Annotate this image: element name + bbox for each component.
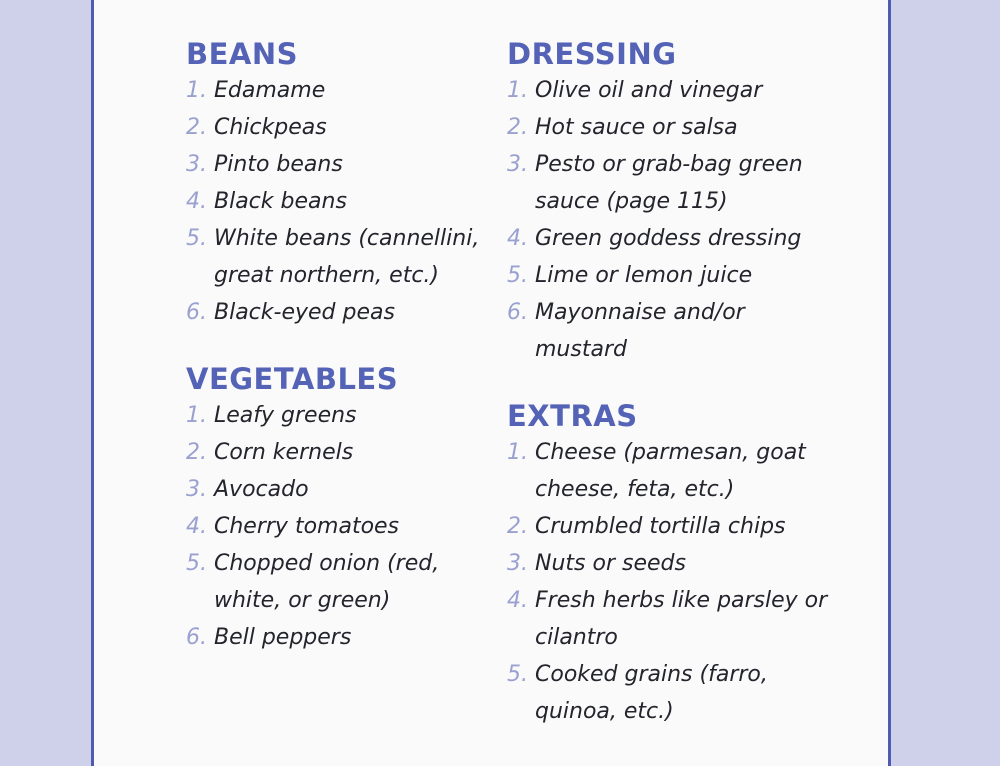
list-item (186, 619, 506, 656)
item-text: Black beans (214, 189, 347, 214)
item-number: 5. (507, 662, 528, 687)
item-number: 6. (507, 300, 528, 325)
list-item (507, 109, 837, 146)
item-number: 3. (186, 152, 207, 177)
section-heading: DRESSING (507, 37, 677, 71)
item-list (507, 434, 837, 730)
item-number: 1. (507, 78, 528, 103)
item-text: Crumbled tortilla chips (535, 514, 786, 539)
list-item (186, 146, 506, 183)
list-item (507, 545, 837, 582)
item-text: Fresh herbs like parsley or cilantro (535, 588, 828, 650)
item-text: Cooked grains (farro, quinoa, etc.) (535, 662, 768, 724)
item-number: 1. (186, 78, 207, 103)
item-number: 1. (507, 440, 528, 465)
list-item (507, 508, 837, 545)
item-text: Bell peppers (214, 625, 352, 650)
item-text: Nuts or seeds (535, 551, 686, 576)
item-list (186, 72, 506, 331)
list-item (186, 471, 506, 508)
item-number: 5. (186, 551, 207, 576)
item-text: Green goddess dressing (535, 226, 802, 251)
item-number: 6. (186, 625, 207, 650)
item-number: 6. (186, 300, 207, 325)
item-text: White beans (cannellini, great northern, etc.) (214, 226, 480, 288)
section-heading: EXTRAS (507, 399, 638, 433)
list-item (507, 656, 837, 730)
item-number: 4. (186, 514, 207, 539)
section-heading: VEGETABLES (186, 362, 399, 396)
item-list (186, 397, 506, 656)
list-item (186, 220, 506, 294)
item-number: 1. (186, 403, 207, 428)
item-number: 2. (186, 440, 207, 465)
item-text: Corn kernels (214, 440, 354, 465)
item-text: Edamame (214, 78, 326, 103)
right-column (507, 0, 837, 724)
item-text: Chickpeas (214, 115, 327, 140)
item-text: Pinto beans (214, 152, 343, 177)
item-list (507, 72, 837, 368)
item-text: Lime or lemon juice (535, 263, 753, 288)
list-item (507, 582, 837, 656)
section-heading: BEANS (186, 37, 299, 71)
section-beans (186, 36, 506, 331)
section-extras (507, 398, 837, 730)
item-number: 5. (186, 226, 207, 251)
list-item (507, 72, 837, 109)
section-dressing (507, 36, 837, 368)
item-number: 3. (186, 477, 207, 502)
list-item (186, 434, 506, 471)
list-item (186, 72, 506, 109)
item-text: Avocado (214, 477, 309, 502)
item-text: Leafy greens (214, 403, 357, 428)
item-text: Pesto or grab-bag green sauce (page 115) (535, 152, 803, 214)
document-page (91, 0, 891, 766)
item-number: 2. (507, 514, 528, 539)
list-item (507, 146, 837, 220)
item-number: 2. (186, 115, 207, 140)
item-number: 4. (507, 226, 528, 251)
list-item (507, 220, 837, 257)
item-text: Cheese (parmesan, goat cheese, feta, etc.) (535, 440, 806, 502)
item-number: 2. (507, 115, 528, 140)
item-number: 3. (507, 152, 528, 177)
item-number: 3. (507, 551, 528, 576)
item-text: Olive oil and vinegar (535, 78, 763, 103)
item-text: Hot sauce or salsa (535, 115, 738, 140)
item-number: 4. (186, 189, 207, 214)
list-item (186, 397, 506, 434)
list-item (507, 257, 837, 294)
list-item (186, 109, 506, 146)
list-item (186, 183, 506, 220)
list-item (186, 545, 506, 619)
section-vegetables (186, 361, 506, 656)
item-text: Chopped onion (red, white, or green) (214, 551, 440, 613)
item-text: Cherry tomatoes (214, 514, 400, 539)
list-item (186, 294, 506, 331)
left-column (186, 0, 506, 650)
item-number: 5. (507, 263, 528, 288)
item-number: 4. (507, 588, 528, 613)
list-item (507, 434, 837, 508)
item-text: Black-eyed peas (214, 300, 395, 325)
list-item (507, 294, 837, 368)
list-item (186, 508, 506, 545)
item-text: Mayonnaise and/or mustard (535, 300, 745, 362)
